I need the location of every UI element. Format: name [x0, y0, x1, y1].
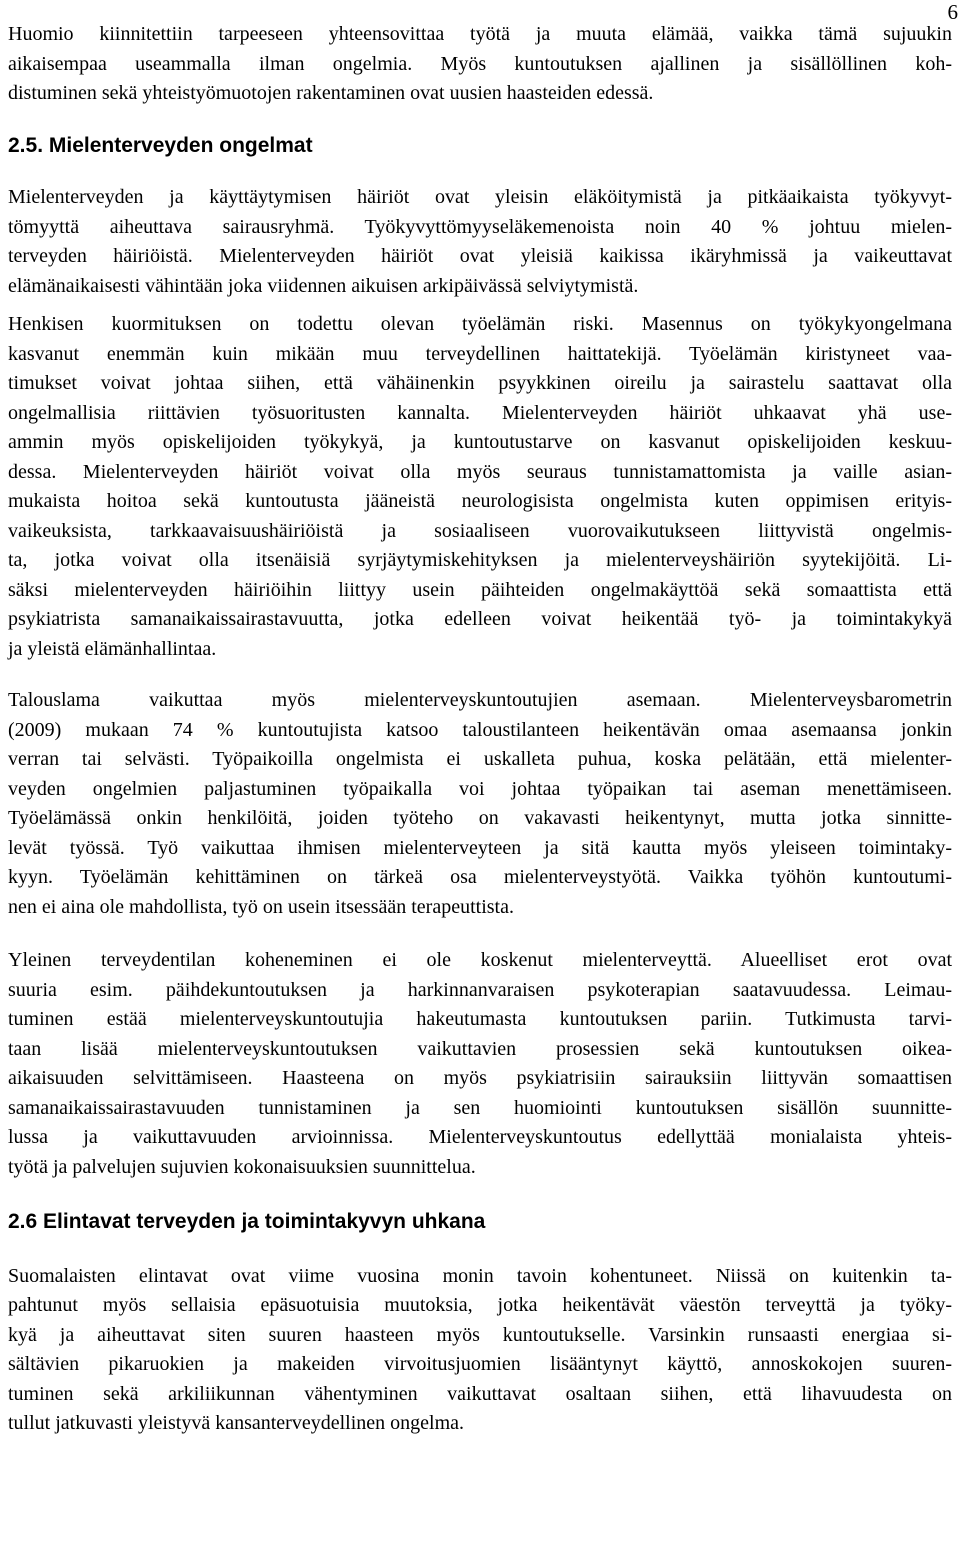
- text-line: suuria esim. päihdekuntoutuksen ja harkinnanvaraisen psykoterapian saatavuudessa. Leimau-: [8, 978, 952, 1001]
- document-body: [8, 20, 952, 1439]
- paragraph-mental-health-disorders: [8, 183, 952, 301]
- text-line: nen ei aina ole mahdollista, työ on usein itsessään terapeuttista.: [8, 895, 514, 918]
- text-line: elämänaikaisesti vähintään joka viidennen aikuisen arkipäivässä selviytymistä.: [8, 274, 639, 297]
- paragraph-recession: [8, 686, 952, 922]
- text-line: pahtunut myös sellaisia epäsuotuisia muutoksia, jotka heikentävät väestön terveyttä ja työky-: [8, 1294, 952, 1316]
- text-line: levät työssä. Työ vaikuttaa ihmisen mielenterveyteen ja sitä kautta myös yleiseen toimintaky-: [8, 836, 952, 859]
- text-line: tullut jatkuvasti yleistyvä kansanterveydellinen ongelma.: [8, 1412, 464, 1434]
- text-line: ongelmallisia riittävien työsuoritusten kannalta. Mielenterveyden häiriöt uhkaavat yhä use-: [8, 401, 952, 424]
- paragraph-lifestyle: [8, 1262, 952, 1439]
- text-line: dessa. Mielenterveyden häiriöt voivat olla myös seuraus tunnistamattomista ja vaille asian-: [8, 460, 952, 483]
- text-line: ta, jotka voivat olla itsenäisiä syrjäytymiskehityksen ja mielenterveyshäiriön syytekijöitä. Li-: [8, 549, 952, 571]
- text-line: vaikeuksista, tarkkaavaisuushäiriöistä ja sosiaaliseen vuorovaikutukseen liittyvistä ongelmis-: [8, 519, 952, 542]
- paragraph-regional-differences: [8, 946, 952, 1182]
- text-line: ja yleistä elämänhallintaa.: [8, 637, 217, 660]
- text-line: psykiatrista samanaikaissairastavuutta, jotka edelleen voivat heikentää työ- ja toimintakykyä: [8, 608, 952, 630]
- text-line: sältävien pikaruokien ja makeiden virvoitusjuomien lisääntynyt käyttö, annoskokojen suuren-: [8, 1353, 952, 1375]
- text-line: Suomalaisten elintavat ovat viime vuosina monin tavoin kohentuneet. Niissä on kuitenkin ta-: [8, 1264, 952, 1287]
- text-line: Huomio kiinnitettiin tarpeeseen yhteensovittaa työtä ja muuta elämää, vaikka tämä sujuukin: [8, 23, 952, 45]
- text-line: Talouslama vaikuttaa myös mielenterveyskuntoutujien asemaan. Mielenterveysbarometrin: [8, 689, 952, 711]
- text-line: ammin myös opiskelijoiden työkykyä, ja kuntoutustarve on kasvanut opiskelijoiden keskuu-: [8, 431, 952, 453]
- text-line: taan lisää mielenterveyskuntoutuksen vaikuttavien prosessien sekä kuntoutuksen oikea-: [8, 1037, 952, 1060]
- text-line: säksi mielenterveyden häiriöihin liittyy usein päihteiden ongelmakäyttöä sekä somaattista että: [8, 578, 952, 601]
- text-line: Mielenterveyden ja käyttäytymisen häiriöt ovat yleisin eläköitymistä ja pitkäaikaista työkyvyt-: [8, 186, 952, 208]
- section-heading-2-5: 2.5. Mielenterveyden ongelmat: [8, 133, 313, 157]
- text-line: aikaisempaa useammalla ilman ongelmia. Myös kuntoutuksen ajallinen ja sisällöllinen koh-: [8, 52, 952, 75]
- section-heading-2-6: 2.6 Elintavat terveyden ja toimintakyvyn uhkana: [8, 1210, 486, 1233]
- text-line: (2009) mukaan 74 % kuntoutujista katsoo taloustilanteen heikentävän omaa asemaansa jonkin: [8, 718, 952, 741]
- text-line: tömyyttä aiheuttava sairausryhmä. Työkyvyttömyyseläkemenoista noin 40 % johtuu mielen-: [8, 215, 952, 238]
- text-line: terveyden häiriöistä. Mielenterveyden häiriöt ovat yleisiä kaikissa ikäryhmissä ja vaikeuttavat: [8, 245, 952, 267]
- text-line: verran tai selvästi. Työpaikoilla ongelmista ei uskalleta puhua, koska pelätään, että mielenter-: [8, 748, 952, 770]
- text-line: kasvanut enemmän kuin mikään muu terveydellinen haittatekijä. Työelämän kiristyneet vaa-: [8, 342, 952, 365]
- text-line: aikaisuuden selvittämiseen. Haasteena on myös psykiatrisiin sairauksiin liittyvän somaattisen: [8, 1067, 952, 1089]
- text-line: kyyn. Työelämän kehittäminen on tärkeä osa mielenterveystyötä. Vaikka työhön kuntoutumi-: [8, 866, 952, 888]
- text-line: distuminen sekä yhteistyömuotojen rakentaminen ovat uusien haasteiden edessä.: [8, 82, 654, 104]
- text-line: tuminen sekä arkiliikunnan vähentyminen vaikuttavat osaltaan siihen, että lihavuudesta on: [8, 1382, 952, 1405]
- paragraph-intro: [8, 20, 952, 109]
- text-line: Henkisen kuormituksen on todettu olevan työelämän riski. Masennus on työkykyongelmana: [8, 313, 952, 335]
- text-line: työtä ja palvelujen sujuvien kokonaisuuksien suunnittelua.: [8, 1155, 476, 1178]
- text-line: timukset voivat johtaa siihen, että vähäinenkin psyykkinen oireilu ja sairastelu saattavat olla: [8, 372, 952, 394]
- text-line: samanaikaissairastavuuden tunnistaminen ja sen huomiointi kuntoutuksen sisällön suunnitte-: [8, 1096, 952, 1119]
- page-number: 6: [947, 0, 958, 24]
- text-line: Yleinen terveydentilan koheneminen ei ole koskenut mielenterveyttä. Alueelliset erot ovat: [8, 949, 952, 971]
- text-line: lussa ja vaikuttavuuden arvioinnissa. Mielenterveyskuntoutus edellyttää monialaista yhteis-: [8, 1126, 952, 1148]
- text-line: mukaista hoitoa sekä kuntoutusta jääneistä neurologisista ongelmista kuten oppimisen erityis-: [8, 490, 952, 512]
- text-line: kyä ja aiheuttavat siten suuren haasteen myös kuntoutukselle. Varsinkin runsaasti energiaa si-: [8, 1323, 952, 1346]
- text-line: Työelämässä onkin henkilöitä, joiden työteho on vakavasti heikentynyt, mutta jotka sinnitte-: [8, 807, 952, 829]
- text-line: tuminen estää mielenterveyskuntoutujia hakeutumasta kuntoutuksen pariin. Tutkimusta tarvi-: [8, 1008, 952, 1030]
- text-line: veyden ongelmien paljastuminen työpaikalla voi johtaa työpaikan tai aseman menettämiseen.: [8, 777, 952, 800]
- paragraph-mental-strain: [8, 310, 952, 664]
